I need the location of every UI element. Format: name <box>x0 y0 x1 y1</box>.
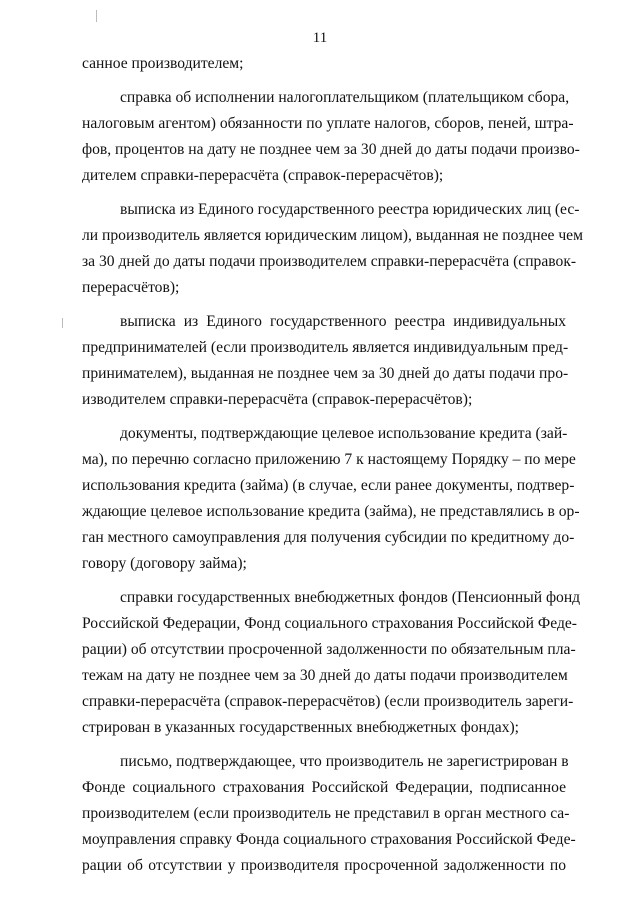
text-line: рации об отсутствии у производителя просроченной задолженности по <box>82 857 566 874</box>
paragraph <box>82 309 569 413</box>
text-line: Фонде социального страхования Российской Федерации, подписанное <box>82 779 566 796</box>
paragraph <box>82 749 576 879</box>
page-number: 11 <box>312 30 328 46</box>
text-line: письмо, подтверждающее, что производитель не зарегистрирован в <box>120 753 569 770</box>
text-line: использования кредита (займа) (в случае, если ранее документы, подтвер- <box>82 477 575 494</box>
paragraph <box>82 85 580 189</box>
text-line: изводителем справки-перерасчёта (справок-перерасчётов); <box>82 391 473 408</box>
text-line: выписка из Единого государственного реестра юридических лиц (ес- <box>120 201 580 218</box>
text-line: стрирован в указанных государственных внебюджетных фондах); <box>82 719 520 736</box>
text-line: предпринимателей (если производитель является индивидуальным пред- <box>82 339 569 356</box>
paragraph <box>82 585 581 741</box>
text-line: производителем (если производитель не представил в орган местного са- <box>82 805 570 822</box>
paragraph <box>82 51 566 77</box>
text-line: фов, процентов на дату не позднее чем за 30 дней до даты подачи произво- <box>82 141 580 158</box>
scan-mark-left <box>62 318 63 328</box>
document-body <box>82 51 583 887</box>
text-line: ма), по перечню согласно приложению 7 к настоящему Порядку – по мере <box>82 451 576 468</box>
scan-mark-top <box>96 10 97 22</box>
text-line: ли производитель является юридическим лицом), выданная не позднее чем <box>82 227 583 244</box>
text-line: справки-перерасчёта (справок-перерасчётов) (если производитель зареги- <box>82 693 574 710</box>
text-line: налоговым агентом) обязанности по уплате налогов, сборов, пеней, штра- <box>82 115 574 132</box>
text-line: ждающие целевое использование кредита (займа), не представлялись в ор- <box>82 503 580 520</box>
paragraph <box>82 197 583 301</box>
text-line: дителем справки-перерасчёта (справок-перерасчётов); <box>82 167 444 184</box>
text-line: ган местного самоуправления для получения субсидии по кредитному до- <box>82 529 575 546</box>
text-line: рации) об отсутствии просроченной задолженности по обязательным пла- <box>82 641 576 658</box>
paragraph <box>82 421 580 577</box>
text-line: моуправления справку Фонда социального страхования Российской Феде- <box>82 831 576 848</box>
text-line: документы, подтверждающие целевое использование кредита (зай- <box>120 425 568 442</box>
text-line: за 30 дней до даты подачи производителем справки-перерасчёта (справок- <box>82 253 577 270</box>
text-line: справки государственных внебюджетных фондов (Пенсионный фонд <box>120 589 581 606</box>
text-line: выписка из Единого государственного реестра индивидуальных <box>120 313 566 330</box>
text-line: санное производителем; <box>82 55 244 72</box>
text-line: говору (договору займа); <box>82 555 247 572</box>
text-line: справка об исполнении налогоплательщиком (плательщиком сбора, <box>120 89 570 106</box>
text-line: перерасчётов); <box>82 279 180 296</box>
text-line: принимателем), выданная не позднее чем за 30 дней до даты подачи про- <box>82 365 569 382</box>
text-line: тежам на дату не позднее чем за 30 дней до даты подачи производителем <box>82 667 568 684</box>
text-line: Российской Федерации, Фонд социального страхования Российской Феде- <box>82 615 578 632</box>
